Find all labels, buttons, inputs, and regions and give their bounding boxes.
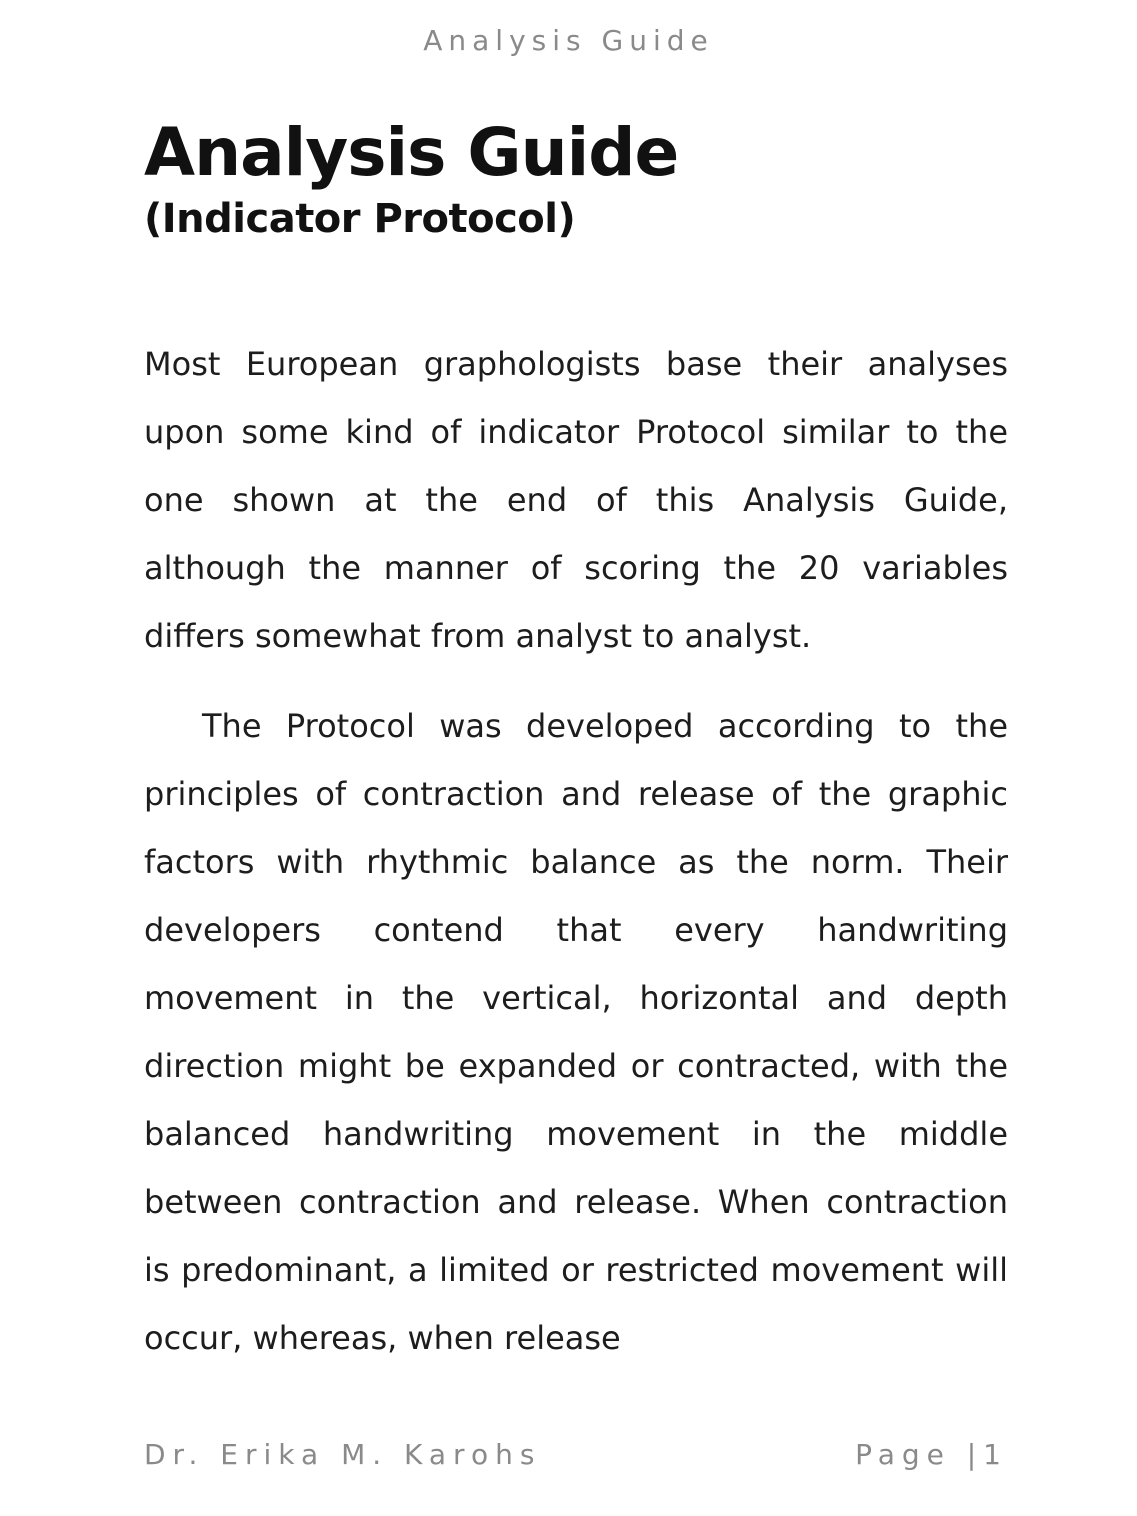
paragraph: Most European graphologists base their analyses upon some kind of indicator Protocol similar to the one shown at the end of this Analysis Guide, although the manner of scoring the 20 variables differs somewhat from analyst to analyst. [144,345,1008,655]
document-title: Analysis Guide [144,114,679,191]
body-text [144,330,1008,1372]
title-block [144,112,1004,244]
footer-author: Dr. Erika M. Karohs [144,1438,542,1471]
page-footer [144,1438,1008,1478]
document-subtitle: (Indicator Protocol) [144,196,576,242]
paragraph: The Protocol was developed according to the principles of contraction and release of the graphic factors with rhythmic balance as the norm. Their developers contend that every handwriting movement in the vertical, horizontal and depth direction might be expanded or contracted, with the balanced handwriting movement in the middle between contraction and release. When contraction is predominant, a limited or restricted movement will occur, whereas, when release [144,707,1008,1357]
page-number: Page |1 [855,1438,1008,1471]
running-header: Analysis Guide [423,24,714,57]
